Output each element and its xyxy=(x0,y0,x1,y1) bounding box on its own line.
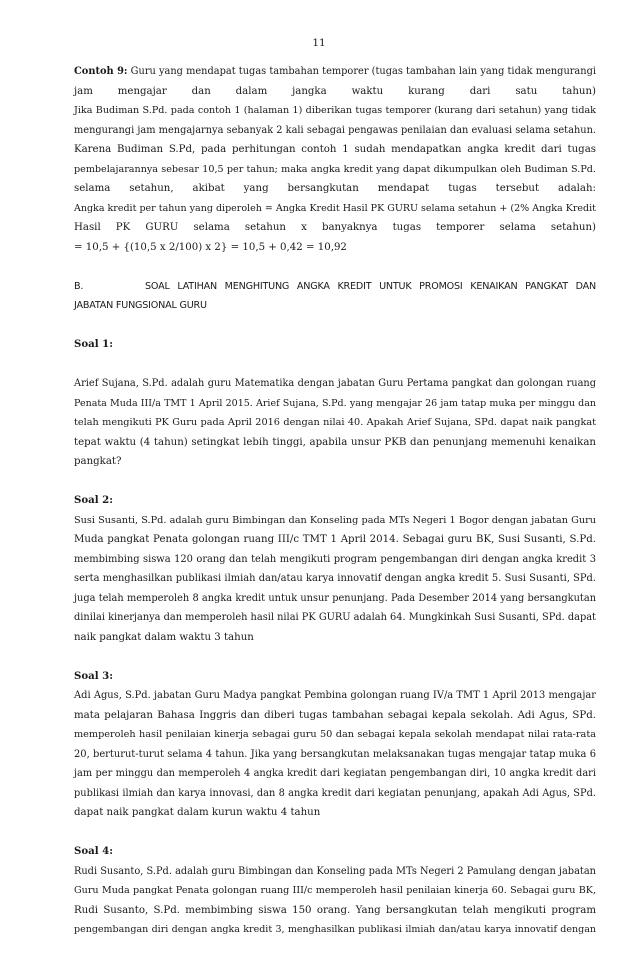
section-b-heading xyxy=(74,277,596,316)
soal-2-paragraph xyxy=(74,511,596,648)
section-heading-line: JABATAN FUNGSIONAL GURU xyxy=(74,300,207,311)
paragraph-line: 20, berturut-turut selama 4 tahun. Jika yang bersangkutan melaksanakan tugas mengajar tatap muka 6 xyxy=(74,748,596,760)
spacer xyxy=(74,823,596,843)
spacer xyxy=(74,472,596,492)
paragraph-line: Angka kredit per tahun yang diperoleh = Angka Kredit Hasil PK GURU selama setahun + (2% Angka Kredit xyxy=(74,202,596,214)
contoh-9-paragraph xyxy=(74,62,596,257)
soal-4-label: Soal 4: xyxy=(74,845,114,857)
paragraph-line: serta menghasilkan publikasi ilmiah dan/atau karya innovatif dengan angka kredit 5. Susi Susanti, SPd. xyxy=(74,573,596,584)
page-content xyxy=(74,62,596,940)
soal-3-label: Soal 3: xyxy=(74,669,114,682)
spacer xyxy=(74,647,596,667)
soal-2-label: Soal 2: xyxy=(74,494,114,506)
paragraph-line: telah mengikuti PK Guru pada April 2016 dengan nilai 40. Apakah Arief Sujana, SPd. dapat naik pangkat xyxy=(74,417,596,428)
paragraph-line: Rudi Susanto, S.Pd. adalah guru Bimbingan dan Konseling pada MTs Negeri 2 Pamulang dengan jabatan xyxy=(74,865,596,877)
paragraph-line: juga telah memperoleh 8 angka kredit untuk unsur penunjang. Pada Desember 2014 yang bersangkutan xyxy=(74,592,596,604)
paragraph-line: Guru Muda pangkat Penata golongan ruang III/c memperoleh hasil penilaian kinerja 60. Sebagai guru BK, xyxy=(74,885,596,896)
paragraph-line: jam per minggu dan memperoleh 4 angka kredit dari kegiatan pengembangan diri, 10 angka kredit dari xyxy=(74,768,596,779)
paragraph-line: memperoleh hasil penilaian kinerja sebagai guru 50 dan sebagai kepala sekolah mendapat nilai rata-rata xyxy=(74,729,596,740)
spacer xyxy=(74,355,596,375)
soal-1-label: Soal 1: xyxy=(74,338,114,350)
paragraph-line: jam mengajar dan dalam jangka waktu kurang dari satu tahun) xyxy=(74,85,596,97)
paragraph-line: Arief Sujana, S.Pd. adalah guru Matematika dengan jabatan Guru Pertama pangkat dan golongan ruang xyxy=(74,378,596,389)
soal-3-paragraph xyxy=(74,686,596,823)
contoh-label: Contoh 9: xyxy=(74,66,128,77)
section-heading-line: B. SOAL LATIHAN MENGHITUNG ANGKA KREDIT UNTUK PROMOSI KENAIKAN PANGKAT DAN xyxy=(74,280,596,292)
paragraph-line: mata pelajaran Bahasa Inggris dan diberi tugas tambahan sebagai kepala sekolah. Adi Agus, SPd. xyxy=(74,709,596,721)
line-text: Guru yang mendapat tugas tambahan temporer (tugas tambahan lain yang tidak mengurangi xyxy=(127,66,596,77)
paragraph-line: Penata Muda III/a TMT 1 April 2015. Arief Sujana, S.Pd. yang mengajar 26 jam tatap muka per minggu dan xyxy=(74,397,596,409)
soal-4-paragraph xyxy=(74,862,596,940)
paragraph-line: mengurangi jam mengajarnya sebanyak 2 kali sebagai pengawas penilaian dan evaluasi selama setahun. xyxy=(74,124,596,136)
paragraph-line: Muda pangkat Penata golongan ruang III/c TMT 1 April 2014. Sebagai guru BK, Susi Susanti, S.Pd. xyxy=(74,534,596,545)
page-number: 11 xyxy=(312,37,326,49)
spacer xyxy=(74,257,596,277)
paragraph-line: Hasil PK GURU selama setahun x banyaknya tugas temporer selama setahun) xyxy=(74,222,596,233)
paragraph-line: Rudi Susanto, S.Pd. membimbing siswa 150 orang. Yang bersangkutan telah mengikuti program xyxy=(74,904,596,916)
paragraph-line: membimbing siswa 120 orang dan telah mengikuti program pengembangan diri dengan angka kredit 3 xyxy=(74,553,596,565)
paragraph-line: selama setahun, akibat yang bersangkutan mendapat tugas tersebut adalah: xyxy=(74,183,596,194)
paragraph-line: pengembangan diri dengan angka kredit 3, menghasilkan publikasi ilmiah dan/atau karya innovatif dengan xyxy=(74,924,596,935)
paragraph-line: tepat waktu (4 tahun) setingkat lebih tinggi, apabila unsur PKB dan penunjang memenuhi kenaikan xyxy=(74,436,596,448)
soal-1-paragraph xyxy=(74,374,596,472)
paragraph-line: Jika Budiman S.Pd. pada contoh 1 (halaman 1) diberikan tugas temporer (kurang dari setahun) yang tidak xyxy=(74,105,596,116)
paragraph-line: naik pangkat dalam waktu 3 tahun xyxy=(74,631,254,643)
paragraph-line: pembelajarannya sebesar 10,5 per tahun; maka angka kredit yang dapat dikumpulkan oleh Budiman S.Pd. xyxy=(74,163,596,175)
paragraph-line: Karena Budiman S.Pd, pada perhitungan contoh 1 sudah mendapatkan angka kredit dari tugas xyxy=(74,144,596,155)
paragraph-line: Adi Agus, S.Pd. jabatan Guru Madya pangkat Pembina golongan ruang IV/a TMT 1 April 2013 mengajar xyxy=(74,690,596,701)
paragraph-line: = 10,5 + {(10,5 x 2/100) x 2} = 10,5 + 0,42 = 10,92 xyxy=(74,241,347,253)
paragraph-line: dinilai kinerjanya dan memperoleh hasil nilai PK GURU adalah 64. Mungkinkah Susi Susanti, SPd. dapat xyxy=(74,612,596,623)
paragraph-line: pangkat? xyxy=(74,456,122,467)
paragraph-line: publikasi ilmiah dan karya innovasi, dan 8 angka kredit dari kegiatan penunjang, apakah Adi Agus, SPd. xyxy=(74,787,596,799)
paragraph-line xyxy=(74,62,596,82)
spacer xyxy=(74,316,596,336)
paragraph-line: dapat naik pangkat dalam kurun waktu 4 tahun xyxy=(74,807,321,818)
paragraph-line: Susi Susanti, S.Pd. adalah guru Bimbingan dan Konseling pada MTs Negeri 1 Bogor dengan jabatan Guru xyxy=(74,514,596,526)
